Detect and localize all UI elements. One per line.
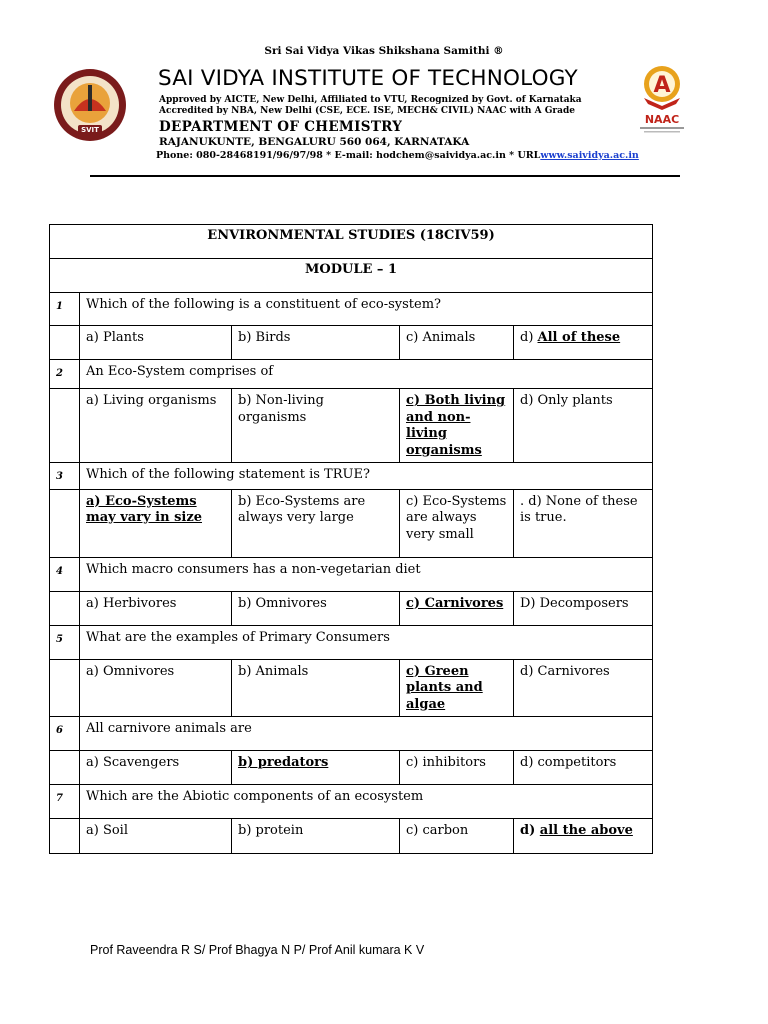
option-c [400, 389, 514, 463]
option-d: d) Only plants [514, 389, 653, 463]
institute-logo [52, 67, 128, 143]
option-c [400, 591, 514, 625]
option-c: c) Animals [400, 326, 514, 360]
option-b [232, 751, 400, 785]
option-d: d) Carnivores [514, 659, 653, 717]
question-number: 1 [50, 293, 80, 326]
correct-answer: a) Eco-Systems may vary in size [86, 493, 202, 525]
option-c: c) inhibitors [400, 751, 514, 785]
question-number: 7 [50, 785, 80, 819]
question-text: What are the examples of Primary Consumers [80, 625, 653, 659]
option-d: D) Decomposers [514, 591, 653, 625]
contact-text: Phone: 080-28468191/96/97/98 * E-mail: hodchem@saividya.ac.in * URL [156, 150, 541, 161]
option-a: a) Omnivores [80, 659, 232, 717]
blank-cell [50, 591, 80, 625]
question-number: 5 [50, 625, 80, 659]
blank-cell [50, 489, 80, 557]
question-text: Which of the following is a constituent of eco-system? [80, 293, 653, 326]
question-text: Which macro consumers has a non-vegetarian diet [80, 557, 653, 591]
option-d: . d) None of these is true. [514, 489, 653, 557]
correct-answer: b) predators [238, 755, 329, 770]
option-a: a) Living organisms [80, 389, 232, 463]
option-a: a) Soil [80, 819, 232, 854]
option-a: a) Scavengers [80, 751, 232, 785]
trust-name: Sri Sai Vidya Vikas Shikshana Samithi ® [264, 45, 504, 57]
institute-name: SAI VIDYA INSTITUTE OF TECHNOLOGY [158, 66, 578, 91]
question-text: Which of the following statement is TRUE? [80, 463, 653, 490]
option-c: c) carbon [400, 819, 514, 854]
website-link[interactable]: www.saividya.ac.in [540, 150, 639, 161]
question-text: All carnivore animals are [80, 717, 653, 751]
footer-authors: Prof Raveendra R S/ Prof Bhagya N P/ Prof Anil kumara K V [90, 943, 425, 957]
option-b: b) Omnivores [232, 591, 400, 625]
approval-line-2: Accredited by NBA, New Delhi (CSE, ECE. ISE, MECH& CIVIL) NAAC with A Grade [159, 106, 575, 116]
blank-cell [50, 326, 80, 360]
logo-svit-text: SVIT [81, 126, 99, 134]
naac-grade-letter: A [653, 73, 671, 98]
question-number: 6 [50, 717, 80, 751]
correct-answer: c) Green plants and algae [406, 663, 483, 712]
option-a: a) Herbivores [80, 591, 232, 625]
question-number: 3 [50, 463, 80, 490]
blank-cell [50, 389, 80, 463]
option-d [514, 326, 653, 360]
option-c: c) Eco-Systems are always very small [400, 489, 514, 557]
correct-answer: All of these [537, 330, 621, 345]
question-text: An Eco-System comprises of [80, 360, 653, 389]
option-b: b) Birds [232, 326, 400, 360]
correct-answer: c) Both living and non-living organisms [406, 393, 506, 458]
blank-cell [50, 659, 80, 717]
option-c [400, 659, 514, 717]
table-title: ENVIRONMENTAL STUDIES (18CIV59) [50, 225, 653, 259]
question-table [49, 224, 653, 854]
module-heading: MODULE – 1 [50, 259, 653, 293]
option-d: d) competitors [514, 751, 653, 785]
contact-line [156, 150, 639, 161]
question-number: 2 [50, 360, 80, 389]
naac-label: NAAC [644, 113, 680, 126]
approval-text [159, 95, 582, 117]
option-b: b) Animals [232, 659, 400, 717]
header-divider [90, 175, 680, 177]
question-number: 4 [50, 557, 80, 591]
option-b: b) Eco-Systems are always very large [232, 489, 400, 557]
option-b: b) Non-living organisms [232, 389, 400, 463]
department-name: DEPARTMENT OF CHEMISTRY [159, 119, 403, 135]
option-d-prefix: d) [520, 823, 540, 838]
question-text: Which are the Abiotic components of an ecosystem [80, 785, 653, 819]
approval-line-1: Approved by AICTE, New Delhi, Affiliated to VTU, Recognized by Govt. of Karnataka [159, 95, 582, 105]
option-d-prefix: d) [520, 330, 538, 345]
option-a [80, 489, 232, 557]
option-b: b) protein [232, 819, 400, 854]
correct-answer: all the above [539, 823, 633, 838]
correct-answer: c) Carnivores [406, 595, 504, 611]
option-a: a) Plants [80, 326, 232, 360]
blank-cell [50, 751, 80, 785]
blank-cell [50, 819, 80, 854]
naac-logo [634, 64, 690, 136]
address: RAJANUKUNTE, BENGALURU 560 064, KARNATAKA [159, 136, 470, 148]
option-d [514, 819, 653, 854]
